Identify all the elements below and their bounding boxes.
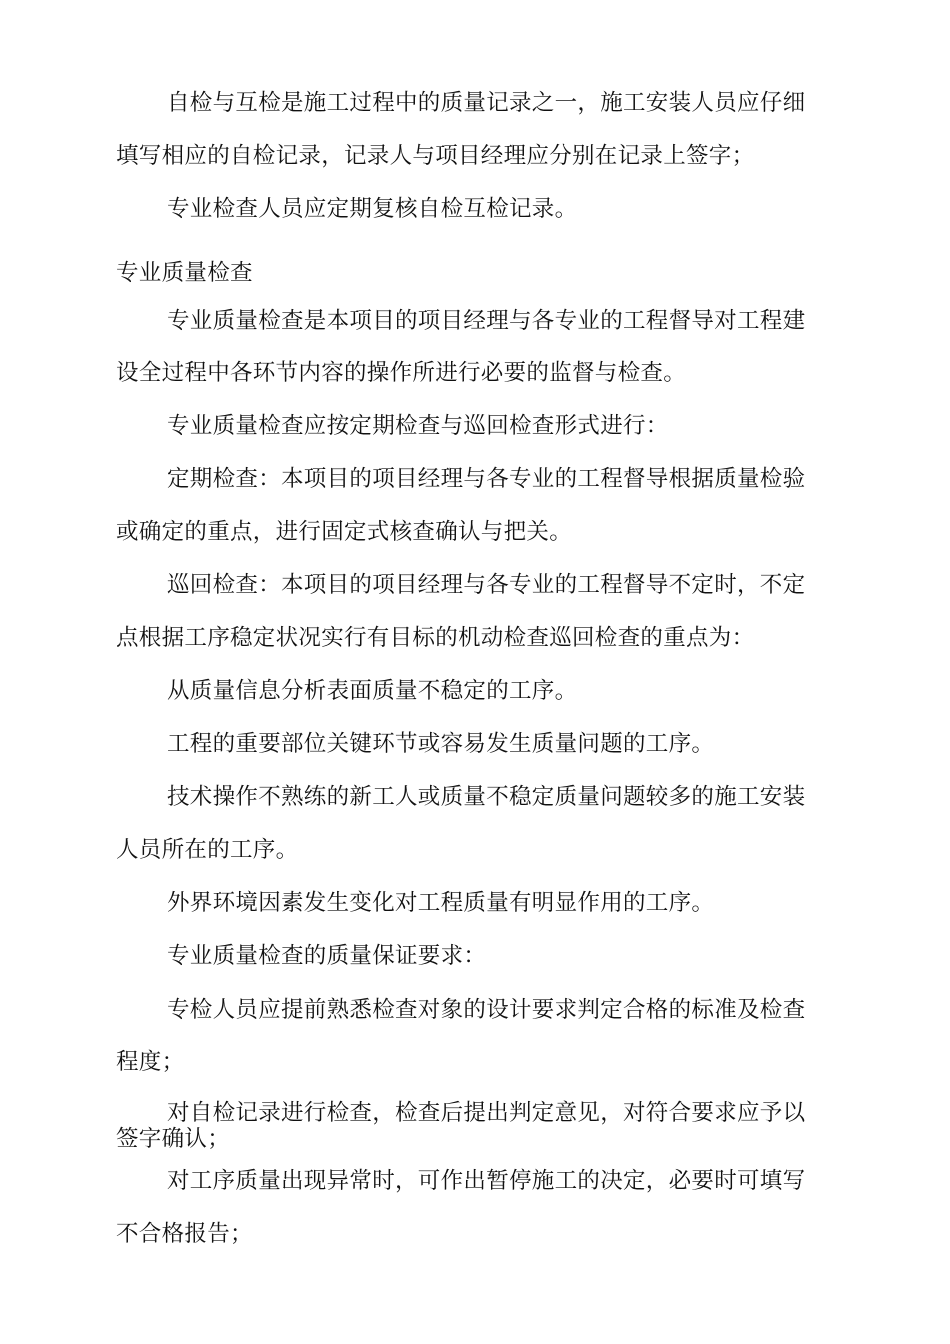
paragraph-line: 对自检记录进行检查，检查后提出判定意见，对符合要求应予以 — [167, 1100, 806, 1126]
paragraph-line: 填写相应的自检记录，记录人与项目经理应分别在记录上签字； — [116, 143, 755, 169]
paragraph-line: 签字确认； — [116, 1126, 231, 1152]
paragraph-line: 程度； — [116, 1049, 185, 1075]
paragraph-line: 人员所在的工序。 — [116, 837, 299, 863]
section-heading: 专业质量检查 — [116, 260, 253, 286]
paragraph-line: 工程的重要部位关键环节或容易发生质量问题的工序。 — [167, 731, 715, 757]
paragraph-line: 专检人员应提前熟悉检查对象的设计要求判定合格的标准及检查 — [167, 997, 806, 1023]
paragraph-line: 自检与互检是施工过程中的质量记录之一，施工安装人员应仔细 — [167, 90, 806, 116]
paragraph-line: 技术操作不熟练的新工人或质量不稳定质量问题较多的施工安装 — [167, 784, 806, 810]
paragraph-line: 从质量信息分析表面质量不稳定的工序。 — [167, 678, 578, 704]
paragraph-line: 或确定的重点，进行固定式核查确认与把关。 — [116, 519, 573, 545]
paragraph-line: 专业质量检查应按定期检查与巡回检查形式进行： — [167, 413, 669, 439]
paragraph-line: 专业检查人员应定期复核自检互检记录。 — [167, 196, 578, 222]
paragraph-line: 巡回检查：本项目的项目经理与各专业的工程督导不定时，不定 — [167, 572, 806, 598]
paragraph-line: 专业质量检查的质量保证要求： — [167, 943, 487, 969]
paragraph-line: 对工序质量出现异常时，可作出暂停施工的决定，必要时可填写 — [167, 1168, 806, 1194]
paragraph-line: 点根据工序稳定状况实行有目标的机动检查巡回检查的重点为： — [116, 625, 755, 651]
paragraph-line: 外界环境因素发生变化对工程质量有明显作用的工序。 — [167, 890, 715, 916]
paragraph-line: 定期检查：本项目的项目经理与各专业的工程督导根据质量检验 — [167, 466, 806, 492]
paragraph-line: 设全过程中各环节内容的操作所进行必要的监督与检查。 — [116, 360, 687, 386]
paragraph-line: 不合格报告； — [116, 1221, 253, 1247]
paragraph-line: 专业质量检查是本项目的项目经理与各专业的工程督导对工程建 — [167, 308, 806, 334]
